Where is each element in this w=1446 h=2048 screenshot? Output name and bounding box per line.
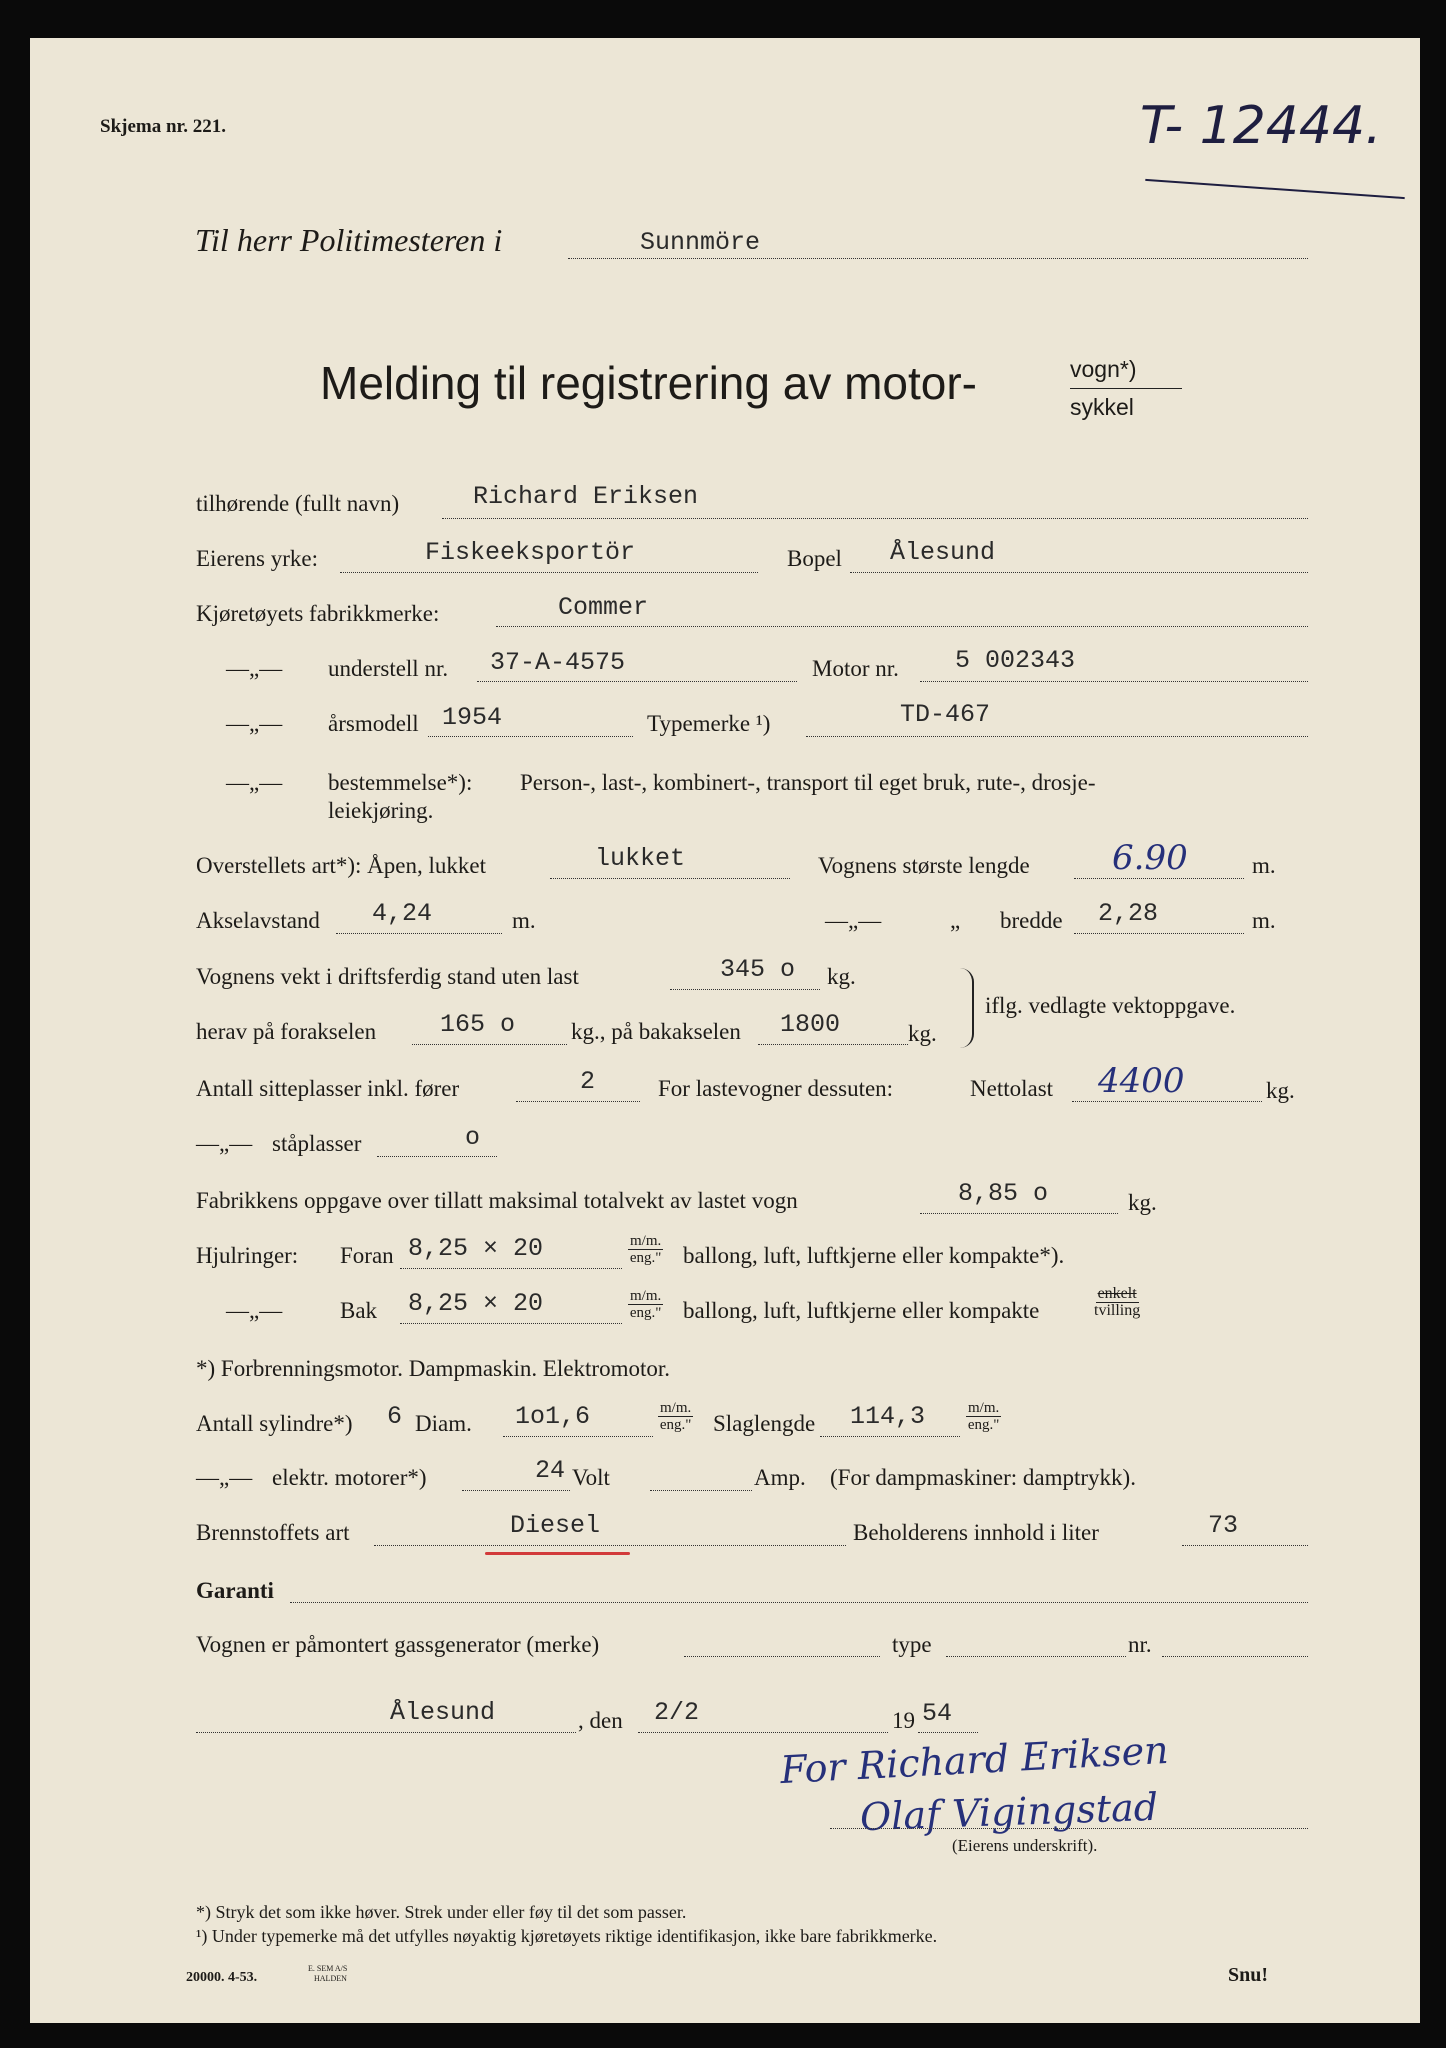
gas-nr-label: nr. [1128,1632,1152,1657]
body-type-label: Overstellets art*): Åpen, lukket [196,853,486,878]
gas-make-line [684,1656,880,1657]
width-line [1074,933,1244,934]
fuel-label: Brennstoffets art [196,1520,350,1545]
voltage-line [462,1490,570,1491]
fuel-type: Diesel [510,1511,601,1540]
chassis-label: understell nr. [328,656,449,681]
residence-line [850,572,1308,573]
title-sykkel: sykkel [1070,394,1134,420]
electric-motors-label: elektr. motorer*) [272,1465,427,1490]
vehicle-length: 6.90 [1112,838,1188,878]
ditto-comma: „ [950,908,961,933]
fuel-red-underline [485,1552,630,1555]
profession-line [340,572,758,573]
payload-label: Nettolast [970,1076,1054,1101]
gas-type-label: type [892,1632,932,1657]
tank-label: Beholderens innhold i liter [853,1520,1099,1545]
max-weight: 8,85 o [958,1179,1049,1208]
ditto-electric: —„— [196,1465,253,1490]
owner-name: Richard Eriksen [473,482,699,511]
width-label: bredde [1000,908,1063,933]
length-label: Vognens største lengde [818,853,1030,878]
rear-wheel-size: 8,25 × 20 [408,1289,544,1318]
footnote-1: *) Stryk det som ikke høver. Strek under eller føy til det som passer. [196,1902,687,1922]
curb-weight: 345 o [720,955,796,984]
front-axle-line [412,1044,567,1045]
signing-place: Ålesund [390,1698,496,1727]
purpose-options-cont: leiekjøring. [328,798,434,823]
fuel-line [374,1545,846,1546]
signing-year-line [918,1732,978,1733]
residence-label: Bopel [787,546,842,571]
rear-wheel-types: ballong, luft, luftkjerne eller kompakte [683,1298,1040,1323]
steam-note: (For dampmaskiner: damptrykk). [830,1465,1136,1490]
bore-diameter: 1o1,6 [515,1402,591,1431]
standing-line [377,1156,497,1157]
signature-line [830,1828,1308,1829]
seats: 2 [580,1067,596,1096]
owner-signature-line-1: For Richard Eriksen [779,1727,1170,1793]
front-wheel-unit: m/m. eng." [629,1233,662,1266]
stroke-line [820,1436,960,1437]
stroke-unit: m/m. eng." [967,1400,1000,1433]
printer-name: E. SEM A/S [308,1964,348,1973]
volt-label: Volt [572,1465,610,1490]
amp-line [650,1490,752,1491]
diameter-line [503,1436,653,1437]
motor-number: 5 002343 [955,646,1076,675]
addressee-value: Sunnmöre [640,228,761,257]
amp-label: Amp. [754,1465,806,1490]
addressee-line [568,258,1308,259]
front-wheel-line [400,1268,622,1269]
residence: Ålesund [890,538,996,567]
year-label: årsmodell [328,711,419,736]
vehicle-width: 2,28 [1098,899,1159,928]
printer-city: HALDEN [314,1974,347,1983]
footnote-2: ¹) Under typemerke må det utfylles nøyaktig kjøretøyets riktige identifikasjon, ikke bare fabrikkmerke. [196,1926,938,1946]
ditto-purpose: —„— [226,770,283,795]
signing-place-line [196,1732,576,1733]
owner-name-line [442,518,1308,519]
diameter-unit: m/m. eng." [659,1400,692,1433]
reference-number: T- 12444. [1140,96,1382,156]
wheelbase-label: Akselavstand [196,908,320,933]
motor-label: Motor nr. [812,656,899,681]
curb-weight-label: Vognens vekt i driftsferdig stand uten last [196,964,579,989]
rear-axle-line [758,1044,908,1045]
model-year: 1954 [442,703,503,732]
purpose-label: bestemmelse*): [328,770,473,795]
ditto-rear-wheels: —„— [226,1298,283,1323]
title-vogn: vogn*) [1070,356,1137,382]
form-sheet [30,38,1420,2023]
motor-line [920,681,1308,682]
payload-unit: kg. [1266,1078,1295,1103]
gas-type-line [946,1656,1126,1657]
seats-line [516,1101,640,1102]
body-type-line [550,878,790,879]
gas-nr-line [1162,1656,1308,1657]
print-code: 20000. 4-53. [186,1970,258,1985]
front-axle-label: herav på forakselen [196,1019,377,1044]
title-fraction-bar [1070,388,1182,389]
model-year-line [428,736,633,737]
cylinders-label: Antall sylindre*) [196,1411,353,1436]
addressee-label: Til herr Politimesteren i [195,222,503,258]
form-number: Skjema nr. 221. [100,116,226,137]
profession-label: Eierens yrke: [196,546,318,571]
guarantee-line [290,1602,1308,1603]
max-weight-line [920,1213,1118,1214]
year-prefix: 19 [892,1708,915,1733]
front-wheel-size: 8,25 × 20 [408,1234,544,1263]
signature-caption: (Eierens underskrift). [952,1836,1098,1855]
trucks-label: For lastevogner dessuten: [658,1076,894,1101]
rear-wheel-line [400,1323,622,1324]
rear-axle-label: kg., på bakakselen [571,1019,741,1044]
ditto-chassis: —„— [226,656,283,681]
seats-label: Antall sitteplasser inkl. fører [196,1076,460,1101]
make-label: Kjøretøyets fabrikkmerke: [196,601,440,626]
date-prefix: , den [578,1708,623,1733]
wheels-label: Hjulringer: [196,1243,299,1268]
make-line [496,626,1308,627]
weight-note: iflg. vedlagte vektoppgave. [985,993,1236,1018]
type-line [806,736,1308,737]
rear-wheels-label: Bak [340,1298,378,1323]
signing-date: 2/2 [654,1698,700,1727]
wheelbase: 4,24 [372,899,433,928]
tank-capacity: 73 [1208,1511,1239,1540]
width-unit: m. [1252,908,1276,933]
turn-over: Snu! [1228,1964,1269,1986]
standing: o [465,1123,481,1152]
rear-wheel-unit: m/m. eng." [629,1288,662,1321]
gas-generator-label: Vognen er påmontert gassgenerator (merke) [196,1632,600,1657]
front-wheel-types: ballong, luft, luftkjerne eller kompakte*). [683,1243,1065,1268]
payload: 4400 [1098,1061,1185,1101]
max-weight-unit: kg. [1128,1190,1157,1215]
payload-line [1072,1101,1262,1102]
type-designation: TD-467 [900,700,991,729]
ditto-width: —„— [825,908,882,933]
front-axle-weight: 165 o [440,1010,516,1039]
profession: Fiskeeksportör [425,538,636,567]
stroke-length: 114,3 [850,1402,926,1431]
rear-axle-unit: kg. [908,1021,937,1046]
cylinders: 6 [387,1402,403,1431]
owner-signature-line-2: Olaf Vigingstad [859,1784,1159,1840]
curb-weight-unit: kg. [827,964,856,989]
purpose-options: Person-, last-, kombinert-, transport til eget bruk, rute-, drosje- [520,770,1096,795]
signing-date-line [638,1732,888,1733]
length-unit: m. [1252,853,1276,878]
ditto-standing: —„— [196,1131,253,1156]
rear-wheel-config: enkelt tvilling [1094,1285,1141,1319]
wheelbase-unit: m. [512,908,536,933]
type-label: Typemerke ¹) [647,711,771,736]
guarantee-label: Garanti [196,1578,274,1603]
body-type: lukket [595,844,686,873]
ditto-year: —„— [226,711,283,736]
signing-year: 54 [922,1699,953,1728]
curb-weight-line [670,989,820,990]
max-weight-label: Fabrikkens oppgave over tillatt maksimal totalvekt av lastet vogn [196,1188,798,1213]
reference-underline [1145,179,1405,199]
form-title: Melding til registrering av motor- [320,357,978,409]
owner-name-label: tilhørende (fullt navn) [196,491,400,516]
voltage: 24 [535,1456,566,1485]
weight-brace [960,968,974,1048]
wheelbase-line [336,933,502,934]
length-line [1074,878,1244,879]
engine-note: *) Forbrenningsmotor. Dampmaskin. Elektromotor. [196,1356,671,1381]
diameter-label: Diam. [415,1411,472,1436]
front-wheels-label: Foran [340,1243,394,1268]
make: Commer [558,593,649,622]
chassis-number: 37-A-4575 [490,648,626,677]
standing-label: ståplasser [272,1131,362,1156]
tank-line [1182,1545,1308,1546]
chassis-line [477,681,797,682]
stroke-label: Slaglengde [713,1411,816,1436]
rear-axle-weight: 1800 [780,1010,841,1039]
